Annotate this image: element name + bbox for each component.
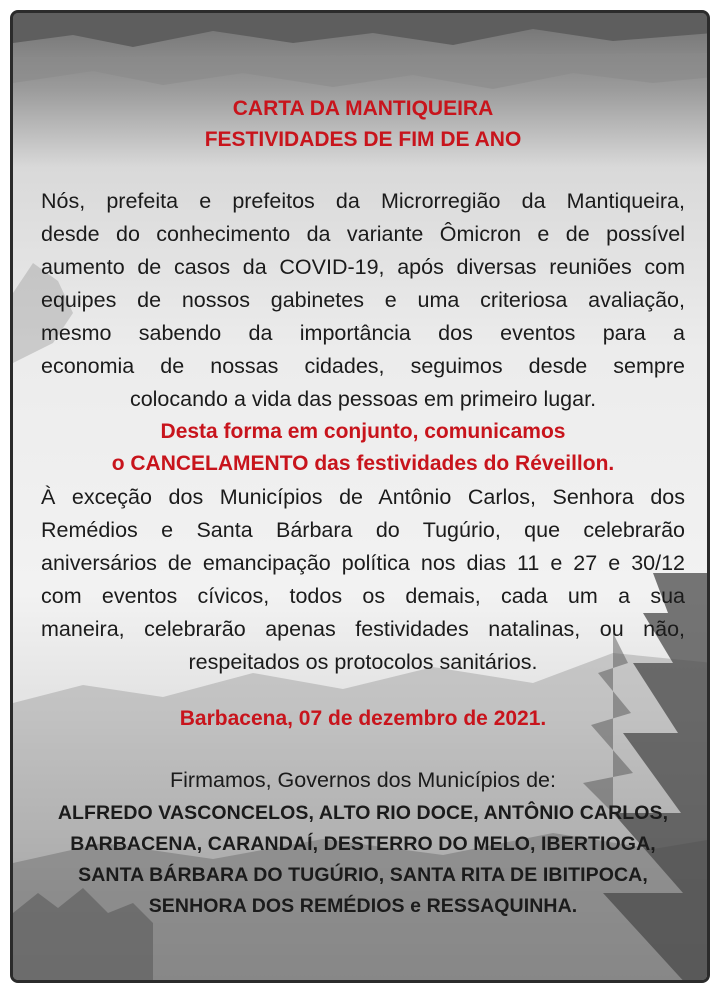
signatories-intro: Firmamos, Governos dos Municípios de:: [170, 768, 556, 792]
title-line-1: CARTA DA MANTIQUEIRA: [232, 97, 494, 120]
paragraph1-line: Nós, prefeita e prefeitos da Microrregião da Mantiqueira,: [41, 189, 685, 213]
paragraph1-last-line: colocando a vida das pessoas em primeiro lugar.: [129, 387, 597, 411]
paragraph2-line: À exceção dos Municípios de Antônio Carlos, Senhora dos: [41, 485, 685, 509]
paragraph2-last-line: respeitados os protocolos sanitários.: [188, 650, 538, 674]
highlight-line-1: Desta forma em conjunto, comunicamos: [160, 420, 566, 443]
paragraph1-line: economia de nossas cidades, seguimos desde sempre: [41, 354, 685, 378]
paragraph2-line: maneira, celebrarão apenas festividades natalinas, ou não,: [41, 617, 685, 641]
signatories-line: SENHORA DOS REMÉDIOS e RESSAQUINHA.: [148, 895, 578, 917]
letter-frame: [10, 10, 710, 983]
date-line: Barbacena, 07 de dezembro de 2021.: [179, 707, 547, 730]
highlight-line-2: o CANCELAMENTO das festividades do Réveillon.: [111, 452, 615, 475]
signatories-line: BARBACENA, CARANDAÍ, DESTERRO DO MELO, IBERTIOGA,: [70, 833, 656, 855]
letter-content: [13, 13, 710, 983]
paragraph1-line: aumento de casos da COVID-19, após diversas reuniões com: [41, 255, 685, 279]
signatories-line: SANTA BÁRBARA DO TUGÚRIO, SANTA RITA DE IBITIPOCA,: [78, 864, 648, 886]
paragraph1-line: mesmo sabendo da importância dos eventos para a: [41, 321, 685, 345]
title-line-2: FESTIVIDADES DE FIM DE ANO: [204, 128, 522, 151]
signatories-line: ALFREDO VASCONCELOS, ALTO RIO DOCE, ANTÔNIO CARLOS,: [57, 802, 669, 824]
paragraph1-line: equipes de nossos gabinetes e uma criteriosa avaliação,: [41, 288, 685, 312]
paragraph1-line: desde do conhecimento da variante Ômicron e de possível: [41, 222, 685, 246]
paragraph2-line: aniversários de emancipação política nos dias 11 e 27 e 30/12: [41, 551, 685, 575]
paragraph2-line: com eventos cívicos, todos os demais, cada um a sua: [41, 584, 685, 608]
paragraph2-line: Remédios e Santa Bárbara do Tugúrio, que celebrarão: [41, 518, 685, 542]
